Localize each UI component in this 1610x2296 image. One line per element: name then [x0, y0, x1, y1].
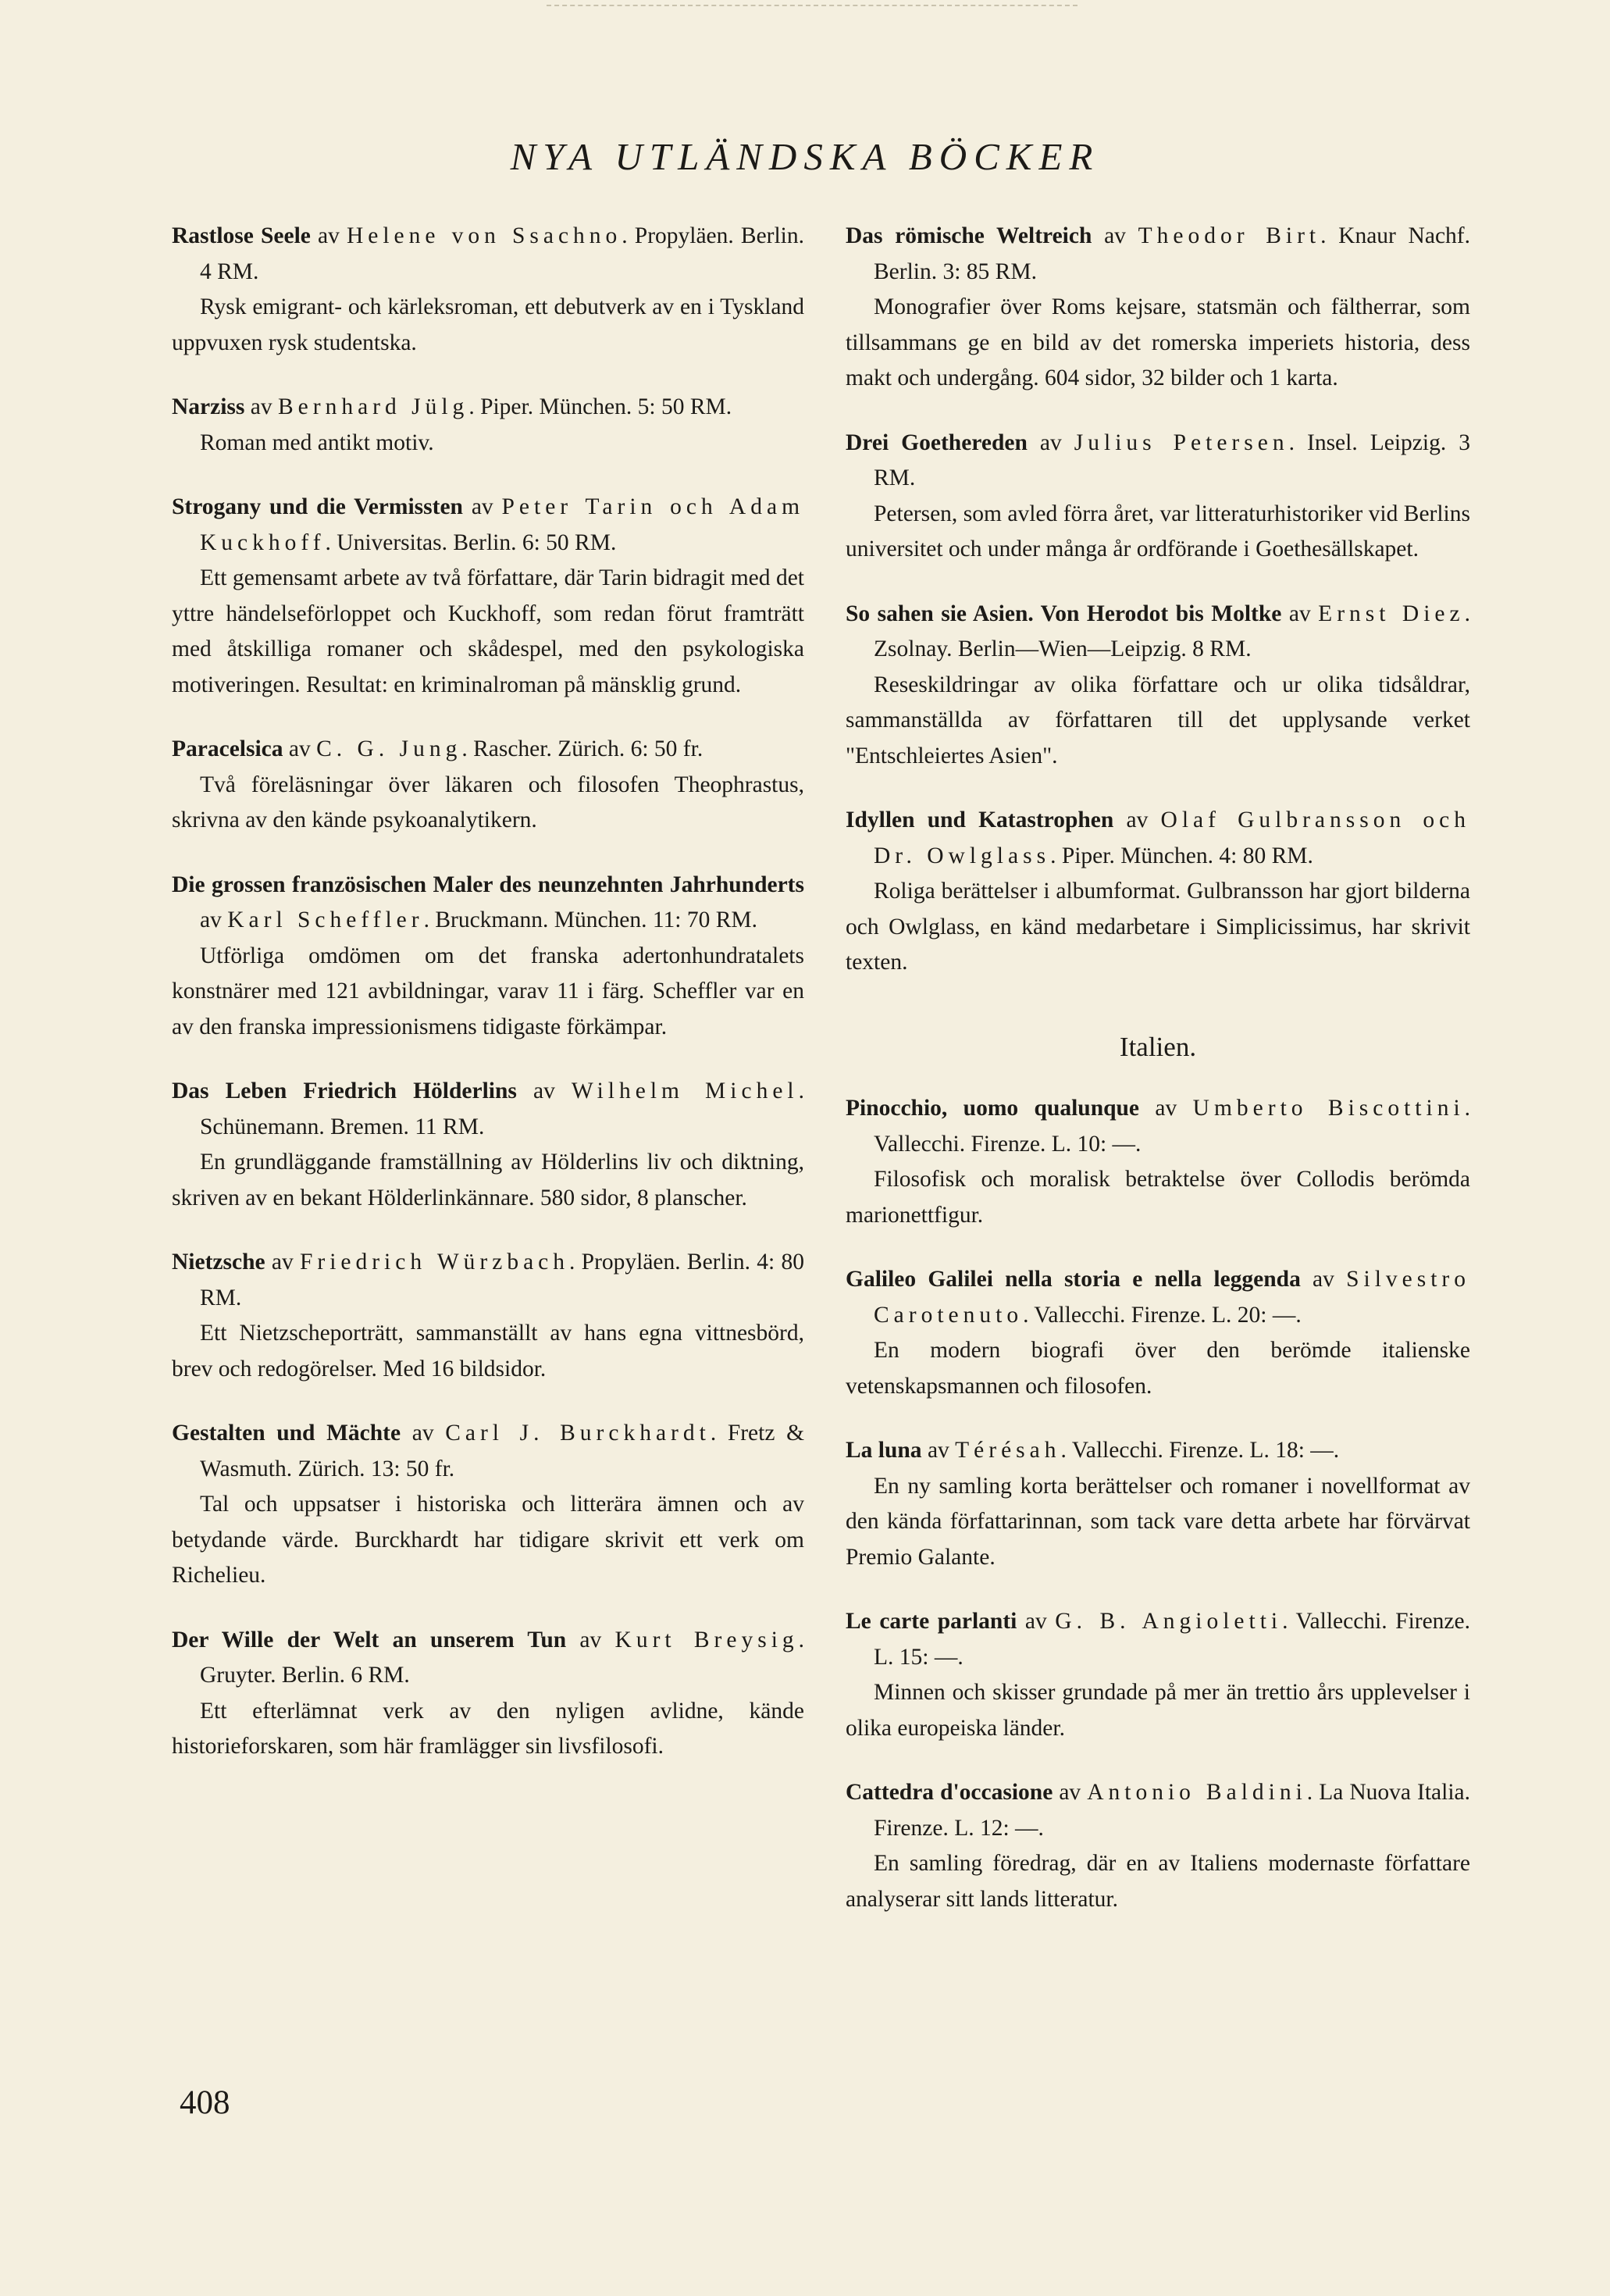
book-author: Theodor Birt	[1138, 223, 1321, 248]
book-author: Friedrich Würzbach	[299, 1250, 570, 1275]
book-entry	[172, 1416, 804, 1594]
book-title: Rastlose Seele	[172, 223, 311, 248]
book-author: Karl Scheffler	[227, 907, 424, 932]
book-entry	[846, 426, 1470, 568]
right-column	[846, 219, 1470, 1946]
book-author: Peter Tarin och Adam Kuckhoff	[200, 494, 805, 555]
book-description: Monografier över Roms kejsare, statsmän och fältherrar, som tillsammans ge en bild av det romerska imperiets historia, dess makt och undergång. 604 sidor, 32 bilder och 1 karta.	[846, 294, 1470, 390]
book-author: Silvestro Carotenuto	[874, 1267, 1470, 1328]
book-publisher: . Piper. München. 5: 50 RM.	[468, 394, 732, 419]
book-title: Die grossen französischen Maler des neunzehnten Jahrhunderts	[172, 872, 804, 897]
book-title: Drei Goethereden	[846, 430, 1028, 455]
book-author: Helene von Ssachno	[346, 223, 622, 248]
by-word: av	[265, 1250, 300, 1275]
book-title: Das römische Weltreich	[846, 223, 1092, 248]
book-author: Olaf Gulbransson och Dr. Owlglass	[874, 808, 1471, 868]
book-entry	[846, 1775, 1470, 1917]
book-title: Der Wille der Welt an unserem Tun	[172, 1627, 567, 1652]
book-description: Utförliga omdömen om det franska adertonhundratalets konstnärer med 121 avbildningar, varav 11 i färg. Scheffler var en av den franska impressionismens tidigaste förkämpar.	[172, 943, 804, 1039]
book-publisher: . Gruyter. Berlin. 6 RM.	[200, 1627, 805, 1688]
book-publisher: . La Nuova Italia. Firenze. L. 12: —.	[874, 1780, 1470, 1841]
book-entry	[172, 219, 804, 361]
book-title: Idyllen und Katastrophen	[846, 808, 1114, 832]
by-word: av	[1053, 1780, 1088, 1805]
book-author: Wilhelm Michel	[571, 1078, 799, 1103]
book-description: Petersen, som avled förra året, var litteraturhistoriker vid Berlins universitet och under många år ordförande i Goethesällskapet.	[846, 501, 1470, 562]
book-publisher: . Propyläen. Berlin. 4: 80 RM.	[200, 1250, 804, 1310]
book-title: Narziss	[172, 394, 245, 419]
book-publisher: . Zsolnay. Berlin—Wien—Leipzig. 8 RM.	[874, 601, 1470, 661]
book-description: Ett Nietzscheporträtt, sammanställt av hans egna vittnesbörd, brev och redogörelser. Med 16 bildsidor.	[172, 1321, 804, 1382]
book-entry	[846, 803, 1470, 981]
book-description: Filosofisk och moralisk betraktelse över Collodis berömda marionettfigur.	[846, 1167, 1470, 1228]
book-description: Ett gemensamt arbete av två författare, där Tarin bidragit med det yttre händelseförloppet och Kuckhoff, som redan förut framträtt med åtskilliga romaner och skådespel, med den psykologiska motiveringen. Resultat: en kriminalroman på mänsklig grund.	[172, 565, 804, 697]
book-description: En grundläggande framställning av Hölderlins liv och diktning, skriven av en bekant Hölderlinkännare. 580 sidor, 8 planscher.	[172, 1150, 804, 1210]
book-publisher: . Schünemann. Bremen. 11 RM.	[200, 1078, 804, 1139]
book-description: En samling föredrag, där en av Italiens modernaste författare analyserar sitt lands litteratur.	[846, 1851, 1470, 1912]
book-publisher: . Vallecchi. Firenze. L. 20: —.	[1023, 1302, 1302, 1328]
book-description: Roman med antikt motiv.	[200, 430, 434, 455]
book-title: Le carte parlanti	[846, 1609, 1017, 1634]
book-entry	[172, 1623, 804, 1765]
book-title: Pinocchio, uomo qualunque	[846, 1096, 1140, 1121]
book-author: Kurt Breysig	[614, 1627, 799, 1652]
by-word: av	[462, 494, 502, 519]
book-entry	[846, 1091, 1470, 1233]
book-publisher: . Vallecchi. Firenze. L. 15: —.	[874, 1609, 1470, 1670]
by-word: av	[1139, 1096, 1193, 1121]
by-word: av	[283, 736, 317, 761]
book-title: Nietzsche	[172, 1250, 265, 1275]
book-description: Roliga berättelser i albumformat. Gulbransson har gjort bilderna och Owlglass, en känd medarbetare i Simplicissimus, har skrivit texten.	[846, 879, 1470, 975]
section-heading-italy: Italien.	[1119, 1031, 1197, 1062]
book-author: Julius Petersen	[1074, 430, 1289, 455]
by-word: av	[401, 1421, 446, 1446]
book-author: G. B. Angioletti	[1055, 1609, 1283, 1634]
book-publisher: . Bruckmann. München. 11: 70 RM.	[423, 907, 758, 932]
book-entry	[172, 1074, 804, 1216]
book-description: Ett efterlämnat verk av den nyligen avlidne, kände historieforskaren, som här framlägger sin livsfilosofi.	[172, 1698, 804, 1759]
left-column	[172, 219, 804, 1794]
book-entry	[846, 219, 1470, 397]
book-entry	[846, 597, 1470, 775]
page-title: NYA UTLÄNDSKA BÖCKER	[510, 135, 1100, 178]
book-description: Reseskildringar av olika författare och ur olika tidsåldrar, sammanställda av författaren till det upplysande verket "Entschleiertes Asien".	[846, 672, 1470, 768]
by-word: av	[1027, 430, 1074, 455]
book-author: Térésah	[955, 1438, 1061, 1463]
book-author: Bernhard Jülg	[278, 394, 469, 419]
book-entry	[172, 490, 804, 703]
by-word: av	[310, 223, 347, 248]
book-entry	[846, 1433, 1470, 1575]
by-word: av	[921, 1438, 956, 1463]
book-title: Gestalten und Mächte	[172, 1421, 401, 1446]
book-publisher: . Insel. Leipzig. 3 RM.	[874, 430, 1470, 490]
book-publisher: . Vallecchi. Firenze. L. 18: —.	[1060, 1438, 1340, 1463]
book-publisher: . Vallecchi. Firenze. L. 10: —.	[874, 1096, 1471, 1157]
book-title: Das Leben Friedrich Hölderlins	[172, 1078, 517, 1103]
by-word: av	[1092, 223, 1138, 248]
book-publisher: . Fretz & Wasmuth. Zürich. 13: 50 fr.	[200, 1421, 805, 1481]
by-word: av	[516, 1078, 572, 1103]
book-publisher: . Propyläen. Berlin. 4 RM.	[200, 223, 804, 284]
book-entry	[172, 732, 804, 839]
book-author: Antonio Baldini	[1087, 1780, 1307, 1805]
page-number: 408	[180, 2084, 230, 2121]
book-entry	[172, 1245, 804, 1387]
book-publisher: . Knaur Nachf. Berlin. 3: 85 RM.	[874, 223, 1470, 284]
by-word: av	[1300, 1267, 1347, 1292]
book-description: Två föreläsningar över läkaren och filosofen Theophrastus, skrivna av den kände psykoanalytikern.	[172, 772, 804, 832]
book-entry	[172, 868, 804, 1046]
book-entry	[846, 1604, 1470, 1746]
book-publisher: . Universitas. Berlin. 6: 50 RM.	[325, 529, 617, 555]
by-word: av	[1017, 1609, 1056, 1634]
book-entry	[172, 390, 804, 461]
book-author: Umberto Biscottini	[1192, 1096, 1465, 1121]
by-word: av	[1113, 808, 1161, 832]
book-description: Tal och uppsatser i historiska och litterära ämnen och av betydande värde. Burckhardt har tidigare skrivit ett verk om Richelieu.	[172, 1492, 804, 1588]
book-title: Cattedra d'occasione	[846, 1780, 1053, 1805]
by-word: av	[244, 394, 278, 419]
scan-edge-mark	[547, 5, 1077, 7]
book-author: C. G. Jung	[316, 736, 462, 761]
book-publisher: . Rascher. Zürich. 6: 50 fr.	[461, 736, 703, 761]
book-description: Rysk emigrant- och kärleksroman, ett debutverk av en i Tyskland uppvuxen rysk studentska.	[172, 294, 804, 355]
by-word: av	[1281, 601, 1319, 626]
book-title: Paracelsica	[172, 736, 283, 761]
book-author: Carl J. Burckhardt	[445, 1421, 711, 1446]
by-word: av	[566, 1627, 615, 1652]
book-title: Galileo Galilei nella storia e nella leggenda	[846, 1267, 1301, 1292]
book-description: Minnen och skisser grundade på mer än trettio års upplevelser i olika europeiska länder.	[846, 1680, 1470, 1741]
book-entry	[846, 1262, 1470, 1404]
book-author: Ernst Diez	[1318, 601, 1465, 626]
book-description: En ny samling korta berättelser och romaner i novellformat av den kända författarinnan, som tack vare detta arbete har förvärvat Premio Galante.	[846, 1473, 1470, 1570]
book-title: Strogany und die Vermissten	[172, 494, 463, 519]
book-title: La luna	[846, 1438, 922, 1463]
book-title: So sahen sie Asien. Von Herodot bis Moltke	[846, 601, 1282, 626]
book-publisher: . Piper. München. 4: 80 RM.	[1050, 843, 1313, 868]
by-word: av	[200, 907, 228, 932]
book-description: En modern biografi över den berömde italienske vetenskapsmannen och filosofen.	[846, 1338, 1470, 1399]
